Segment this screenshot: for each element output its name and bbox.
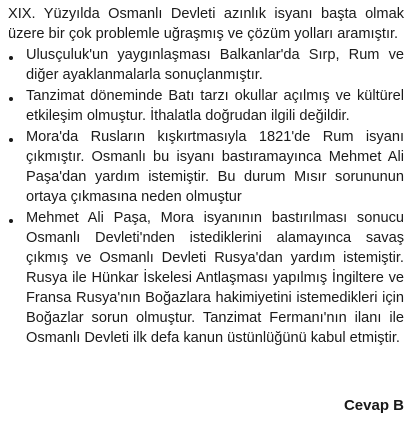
list-item (8, 86, 404, 126)
list-item (8, 127, 404, 207)
list-item (8, 208, 404, 348)
bullet-dot-icon (9, 97, 13, 101)
bullet-text: Ulusçuluk'un yaygınlaşması Balkanlar'da Sırp, Rum ve diğer ayaklanmalarla sonuçlanmıştır. (26, 47, 404, 83)
bullet-text: Mehmet Ali Paşa, Mora isyanının bastırılması sonucu Osmanlı Devleti'nden istediklerini alamayınca savaş çıkmış ve Osmanlı Devleti Rusya'dan yardım istemiştir. Rusya ile Hünkar İskelesi Antlaşması yapılmış İngiltere ve Fransa Rusya'nın Boğazlara hakimiyetini istemedikleri için Boğazlar sorun olmuştur. Tanzimat Fermanı'nın ilanı ile Osmanlı Devleti ilk defa kanun üstünlüğünü kabul etmiştir. (26, 210, 404, 346)
bullet-dot-icon (9, 56, 13, 60)
bullet-dot-icon (9, 138, 13, 142)
list-item (8, 45, 404, 85)
explanation-list (8, 45, 404, 348)
bullet-text: Tanzimat döneminde Batı tarzı okullar açılmış ve kültürel etkileşim olmuştur. İthalatla doğrudan ilgili değildir. (26, 88, 404, 124)
bullet-dot-icon (9, 219, 13, 223)
intro-paragraph: XIX. Yüzyılda Osmanlı Devleti azınlık isyanı başta olmak üzere bir çok problemle uğraşmış ve çözüm yolları aramıştır. (8, 6, 404, 42)
answer-label: Cevap B (343, 397, 404, 414)
answer-explanation (8, 4, 404, 420)
bullet-text: Mora'da Rusların kışkırtmasıyla 1821'de Rum isyanı çıkmıştır. Osmanlı bu isyanı bastıramayınca Mehmet Ali Paşa'dan yardım istemiştir. Bu durum Mısır sorununun ortaya çıkmasına neden olmuştur (26, 129, 404, 205)
